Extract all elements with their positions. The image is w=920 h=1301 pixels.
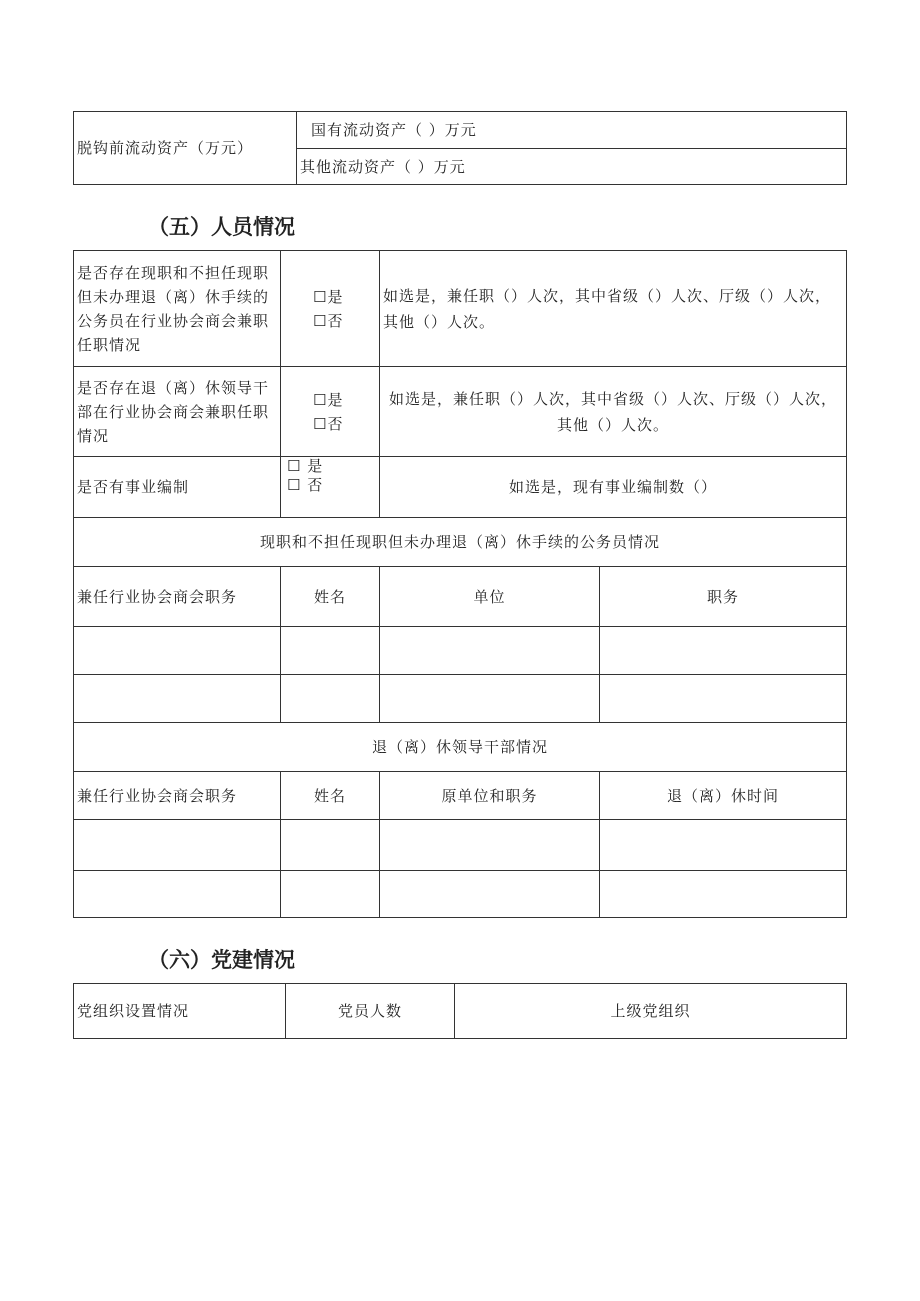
other-assets-field[interactable]: 其他流动资产（ ）万元 [297, 149, 847, 185]
assets-label: 脱钩前流动资产（万元） [74, 112, 297, 185]
superior-party-org: 上级党组织 [455, 984, 847, 1039]
party-building-table [73, 983, 847, 1039]
retired-cadres-title: 退（离）休领导干部情况 [74, 723, 847, 772]
retired-header-retire-time: 退（离）休时间 [600, 772, 847, 820]
checkbox-yes-retired[interactable]: ☐是 [313, 390, 344, 409]
party-org-setup: 党组织设置情况 [74, 984, 286, 1039]
civil-header-position: 兼任行业协会商会职务 [74, 567, 281, 627]
retired-cell-position[interactable] [74, 871, 281, 918]
retired-cell-former-unit[interactable] [380, 820, 600, 871]
state-owned-assets-field[interactable]: 国有流动资产（ ）万元 [297, 112, 847, 149]
note-retired: 如选是，兼任职（）人次，其中省级（）人次、厅级（）人次，其他（）人次。 [380, 367, 847, 457]
assets-table [73, 111, 847, 185]
question-civil-servants: 是否存在现职和不担任现职但未办理退（离）休手续的公务员在行业协会商会兼职任职情况 [74, 251, 281, 367]
note-civil: 如选是，兼任职（）人次，其中省级（）人次、厅级（）人次，其他（）人次。 [380, 251, 847, 367]
question-retired-cadres: 是否存在退（离）休领导干部在行业协会商会兼职任职情况 [74, 367, 281, 457]
retired-cell-position[interactable] [74, 820, 281, 871]
civil-cell-position[interactable] [74, 627, 281, 675]
retired-header-position: 兼任行业协会商会职务 [74, 772, 281, 820]
civil-cell-name[interactable] [281, 675, 380, 723]
personnel-table [73, 250, 847, 918]
retired-cell-retire-time[interactable] [600, 871, 847, 918]
civil-cell-duty[interactable] [600, 675, 847, 723]
civil-cell-unit[interactable] [380, 675, 600, 723]
civil-header-name: 姓名 [281, 567, 380, 627]
section6-heading: （六）党建情况 [148, 948, 295, 972]
retired-row [74, 820, 847, 871]
retired-header-former-unit: 原单位和职务 [380, 772, 600, 820]
retired-cell-name[interactable] [281, 820, 380, 871]
checkbox-yes-staffing[interactable]: ☐ 是 [287, 457, 324, 475]
party-member-count: 党员人数 [286, 984, 455, 1039]
note-staffing: 如选是，现有事业编制数（） [380, 457, 847, 518]
checkbox-no-retired[interactable]: ☐否 [313, 414, 344, 433]
civil-cell-position[interactable] [74, 675, 281, 723]
civil-cell-name[interactable] [281, 627, 380, 675]
question-institution-staffing: 是否有事业编制 [74, 457, 281, 518]
civil-cell-duty[interactable] [600, 627, 847, 675]
civil-servants-title: 现职和不担任现职但未办理退（离）休手续的公务员情况 [74, 518, 847, 567]
civil-header-unit: 单位 [380, 567, 600, 627]
civil-row [74, 675, 847, 723]
checkbox-no-staffing[interactable]: ☐ 否 [287, 476, 324, 494]
civil-cell-unit[interactable] [380, 627, 600, 675]
checkbox-no-civil[interactable]: ☐否 [313, 311, 344, 330]
retired-cell-former-unit[interactable] [380, 871, 600, 918]
checkbox-yes-civil[interactable]: ☐是 [313, 287, 344, 306]
civil-row [74, 627, 847, 675]
retired-row [74, 871, 847, 918]
retired-cell-name[interactable] [281, 871, 380, 918]
civil-header-duty: 职务 [600, 567, 847, 627]
retired-header-name: 姓名 [281, 772, 380, 820]
section5-heading: （五）人员情况 [148, 215, 295, 239]
retired-cell-retire-time[interactable] [600, 820, 847, 871]
